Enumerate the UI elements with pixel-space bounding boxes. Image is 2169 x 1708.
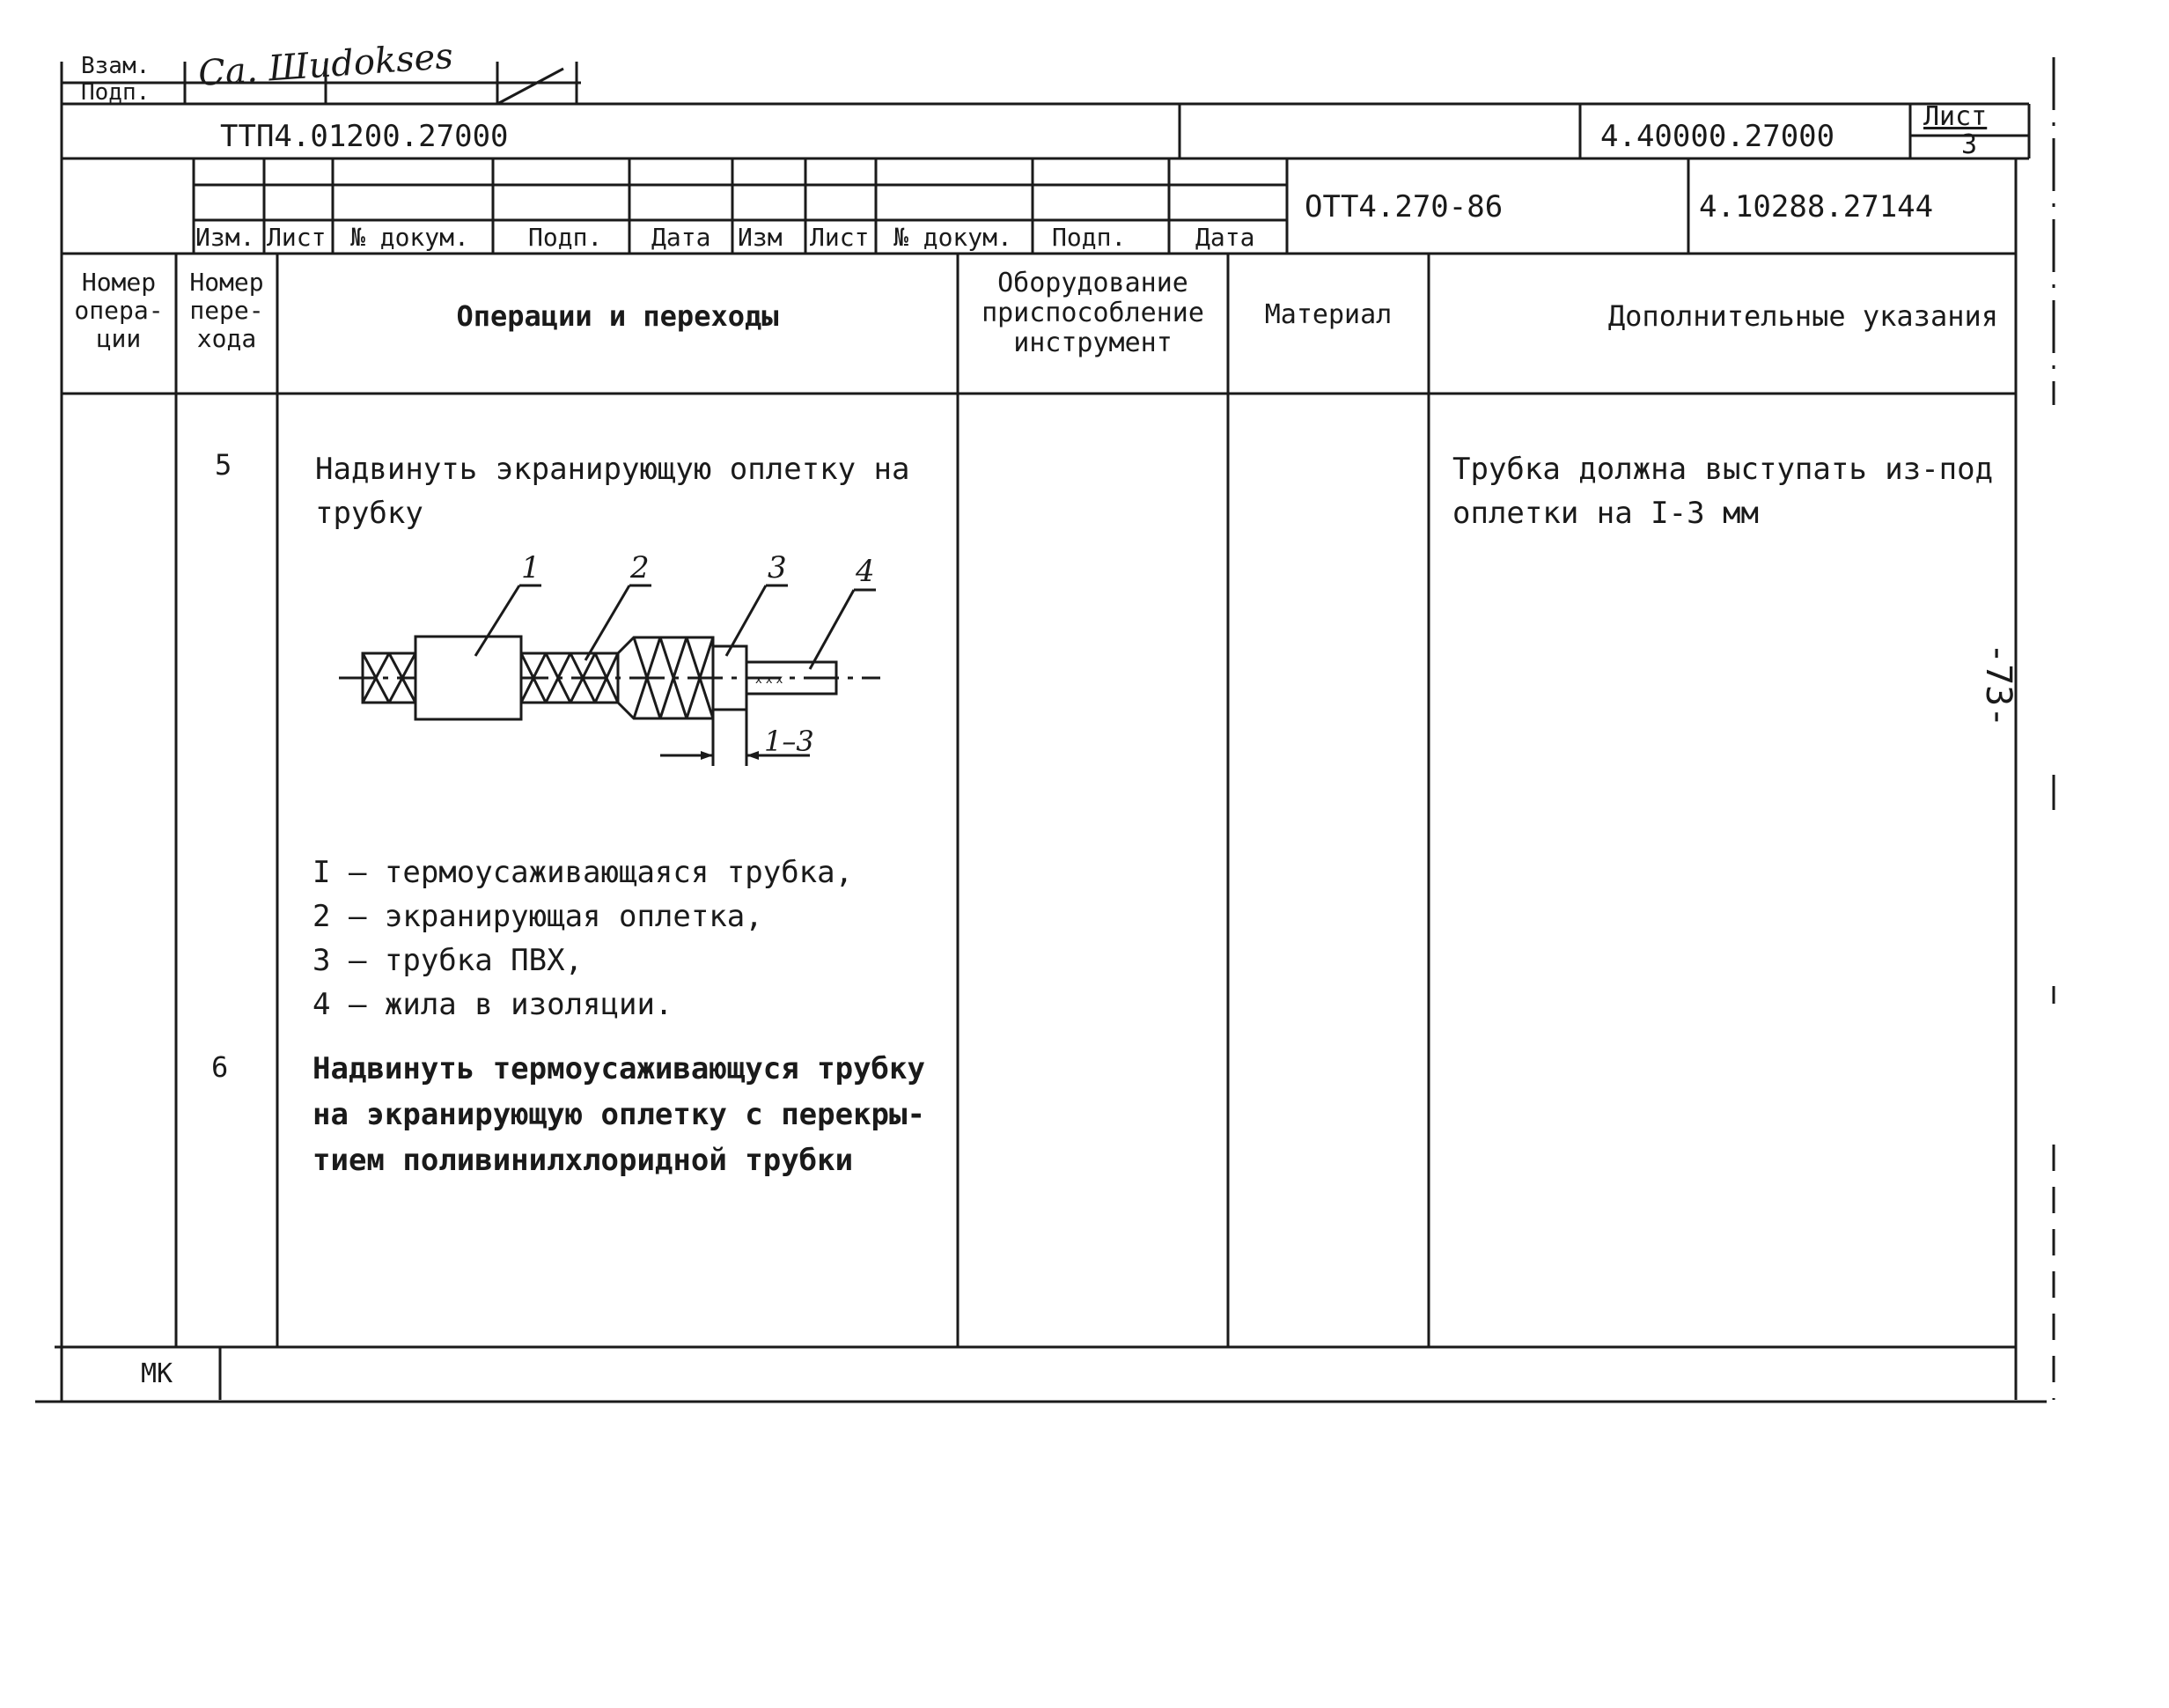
standard-code: ОТТ4.270-86 [1305, 189, 1504, 225]
figure-label-2: 2 [630, 550, 650, 585]
doc-code-left: ТТП4.01200.27000 [220, 119, 509, 154]
form-code: МК [141, 1358, 173, 1389]
step-text-line: на экранирующую оплетку с перекры- [312, 1097, 925, 1132]
rev-label-doc-2: № докум. [893, 223, 1012, 252]
wire-marks: x x x [755, 674, 783, 687]
step-text [315, 447, 910, 535]
rev-label-podp-2: Подп. [1052, 223, 1127, 252]
col-step-number-line: пере- [189, 296, 264, 325]
figure-label-1: 1 [521, 550, 540, 585]
stamp-handwriting: Са. Шиdokses [196, 35, 455, 95]
rev-label-list: Лист [267, 223, 327, 252]
rev-label-list-2: Лист [810, 223, 870, 252]
rev-label-podp: Подп. [528, 223, 603, 252]
rev-label-izm-2: Изм [738, 223, 783, 252]
step-number: 5 [215, 448, 232, 482]
col-op-number-line: ции [96, 324, 142, 353]
step-note-line: оплетки на I-3 мм [1452, 496, 1759, 531]
step-note [1452, 447, 1993, 535]
figure-dimension: 1–3 [764, 725, 814, 758]
sheet-label: Лист [1923, 101, 1988, 132]
col-step-number-line: хода [196, 324, 257, 353]
legend-item: 4 – жила в изоляции. [312, 987, 673, 1022]
step-note-line: Трубка должна выступать из-под [1452, 452, 1994, 487]
col-operations: Операции и переходы [456, 299, 779, 333]
legend-item: 2 – экранирующая оплетка, [312, 899, 763, 934]
step-number: 6 [211, 1050, 229, 1084]
legend-item: I – термоусаживающаяся трубка, [312, 855, 854, 890]
col-material: Материал [1264, 299, 1393, 330]
col-op-number-line: опера- [74, 296, 164, 325]
col-op-number-line: Номер [81, 268, 157, 297]
figure-label-3: 3 [768, 550, 787, 585]
sheet-number: 3 [1961, 129, 1978, 160]
page-number: -73- [1978, 643, 2018, 728]
step-text-line: трубку [315, 496, 423, 531]
rev-label-date: Дата [651, 223, 711, 252]
step-text-line: тием поливинилхлоридной трубки [312, 1143, 854, 1178]
rev-label-doc: № докум. [350, 223, 469, 252]
stamp-vzam-label: Взам. [81, 53, 151, 79]
stamp-podp-label: Подп. [81, 79, 151, 106]
step-text-line: Надвинуть экранирующую оплетку на [315, 452, 910, 487]
legend-item: 3 – трубка ПВХ, [312, 943, 584, 978]
step-text [312, 1046, 925, 1183]
col-notes: Дополнительные указания [1607, 299, 1998, 333]
step-text-line: Надвинуть термоусаживающуся трубку [312, 1051, 925, 1086]
col-equipment [958, 269, 1228, 358]
col-equipment-line: приспособление [982, 298, 1204, 328]
col-step-number [176, 269, 277, 353]
col-equipment-line: Оборудование [997, 268, 1188, 298]
col-step-number-line: Номер [189, 268, 264, 297]
col-equipment-line: инструмент [1013, 328, 1173, 358]
part-code: 4.10288.27144 [1699, 189, 1934, 225]
doc-code-right: 4.40000.27000 [1600, 119, 1835, 154]
col-op-number [62, 269, 176, 353]
rev-label-izm: Изм. [195, 223, 255, 252]
legend [312, 850, 853, 1027]
figure-label-4: 4 [856, 554, 875, 589]
rev-label-date-2: Дата [1195, 223, 1255, 252]
